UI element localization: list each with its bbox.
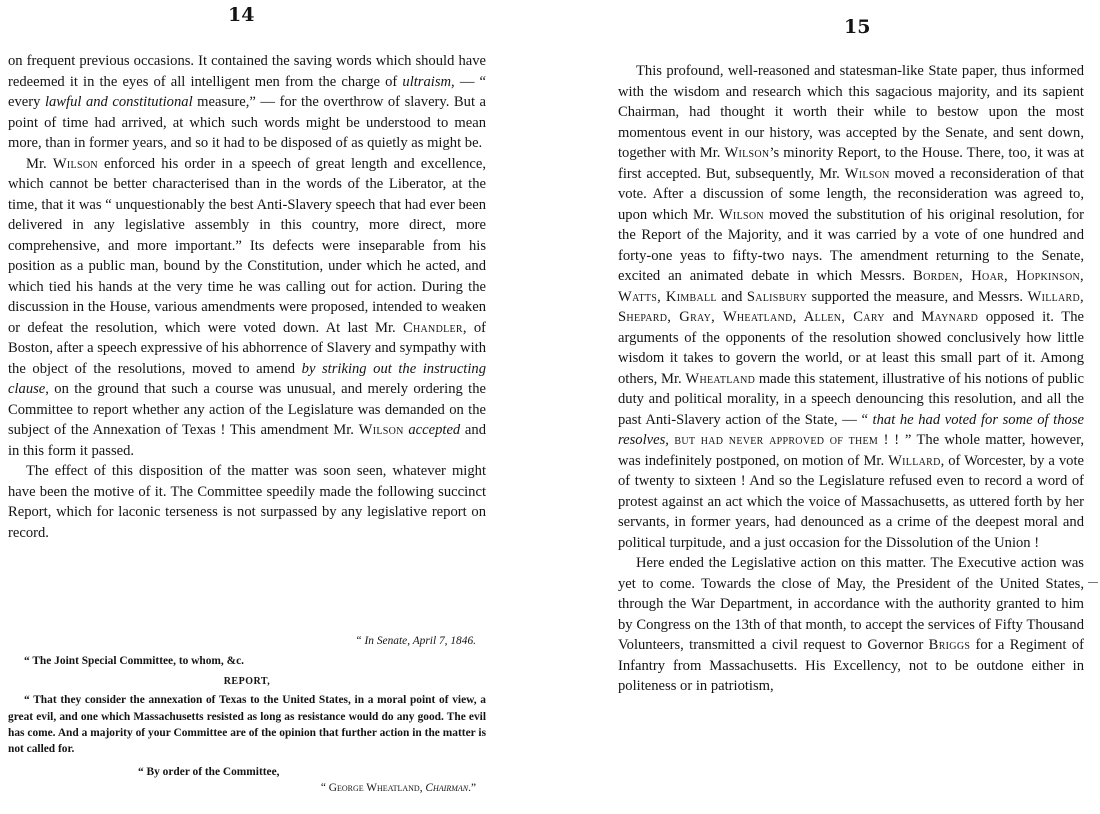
report-address: “ The Joint Special Committee, to whom, &c. — [24, 655, 244, 668]
senate-report — [8, 633, 486, 797]
paragraph: Here ended the Legislative action on this matter. The Executive action was yet to come. Towards the close of May, the President of the United States, through the War Department, in accordance with the authority granted to him by Congress on the 13th of that month, to accept the services of Fifty Thousand Volunteers, transmitted a civil request to Governor Briggs for a Regiment of Infantry from Massachusetts. His Excellency, not to be outdone either in politeness or in patriotism, — [618, 555, 1084, 694]
paragraph: The effect of this disposition of the matter was soon seen, whatever might have been the motive of it. The Committee speedily made the following succinct Report, which for laconic terseness is not surpassed by any legislative report on record. — [8, 463, 486, 541]
page-body — [8, 51, 486, 543]
page-number: 15 — [844, 16, 871, 38]
report-date: “ In Senate, April 7, 1846. — [355, 635, 476, 647]
report-signature: “ George Wheatland, Chairman.” — [320, 782, 476, 795]
report-body: “ That they consider the annexation of Texas to the United States, in a moral point of view, a great evil, and one which Massachusetts resisted as long as resistance would do any good. The evil has come. And a majority of your Committee are of the opinion that further action in the matter is not called for. — [8, 694, 486, 756]
report-order: “ By order of the Committee, — [138, 765, 280, 778]
page-body — [618, 61, 1084, 697]
paragraph: Mr. Wilson enforced his order in a speech of great length and excellence, which cannot be better characterised than in the words of the Liberator, at the time, that it was “ unquestionably the best Anti-Slavery speech that had ever been delivered in any legislative assembly in this country, more direct, more comprehensive, and more important.” Its defects were inseparable from his position as a public man, bound by the Constitution, under which he acted, and which tied his hands at the very time he was calling out for action. During the discussion in the House, various amendments were proposed, intended to weaken or defeat the resolution, which were voted down. At last Mr. Chandler, of Boston, after a speech expressive of his abhorrence of Slavery and sympathy with the object of the resolutions, moved to amend by striking out the instructing clause, on the ground that such a course was unusual, and merely ordering the Committee to report whether any action of the Legislature was demanded on the subject of the Annexation of Texas ! This amendment Mr. Wilson accepted and in this form it passed. — [8, 155, 487, 459]
report-heading: REPORT, — [223, 675, 271, 687]
paragraph: This profound, well-reasoned and statesman-like State paper, thus informed with the wisdom and research which this sagacious majority, and its sapient Chairman, had thought it worth their while to bestow upon the most momentous event in our history, was accepted by the Senate, and sent down, together with Mr. Wilson’s minority Report, to the House. There, too, it was at first accepted. But, subsequently, Mr. Wilson moved a reconsideration of that vote. After a discussion of some length, the reconsideration was agreed to, upon which Mr. Wilson moved the substitution of his original resolution, for the Report of the Majority, and it was carried by a vote of one hundred and forty-one yeas to fifty-two nays. The amendment returning to the Senate, excited an animated debate in which Messrs. Borden, Hoar, Hopkinson, Watts, Kimball and Salisbury supported the measure, and Messrs. Willard, Shepard, Gray, Wheatland, Allen, Cary and Maynard opposed it. The arguments of the opponents of the resolution showed conclusively how little wisdom it takes to govern the world, or at least this small part of it. Among others, Mr. Wheatland made this statement, illustrative of his notions of public duty and political morality, in a speech denouncing this resolution, and all the past Anti-Slavery action of the State, — “ that he had voted for some of those resolves, but had never approved of them ! ! ” The whole matter, however, was indefinitely postponed, on motion of Mr. Willard, of Worcester, by a vote of twenty to sixteen ! And so the Legislature refused even to record a word of protest against an act which the voice of Massachusetts, as uttered forth by her servants, in former years, had denounced as a crime of the deepest moral and political turpitude, and a just occasion for the Dissolution of the Union ! — [618, 63, 1085, 551]
margin-mark — [1088, 582, 1098, 583]
page-number: 14 — [228, 4, 255, 26]
paragraph: on frequent previous occasions. It contained the saving words which should have redeemed it in the eyes of all intelligent men from the charge of ultraism, — “ every lawful and constitutional measure,” — for the overthrow of slavery. But a point of time had arrived, at which such words might be understood to mean more, than in former years, and so it had to be disposed of as quietly as might be. — [8, 53, 487, 151]
